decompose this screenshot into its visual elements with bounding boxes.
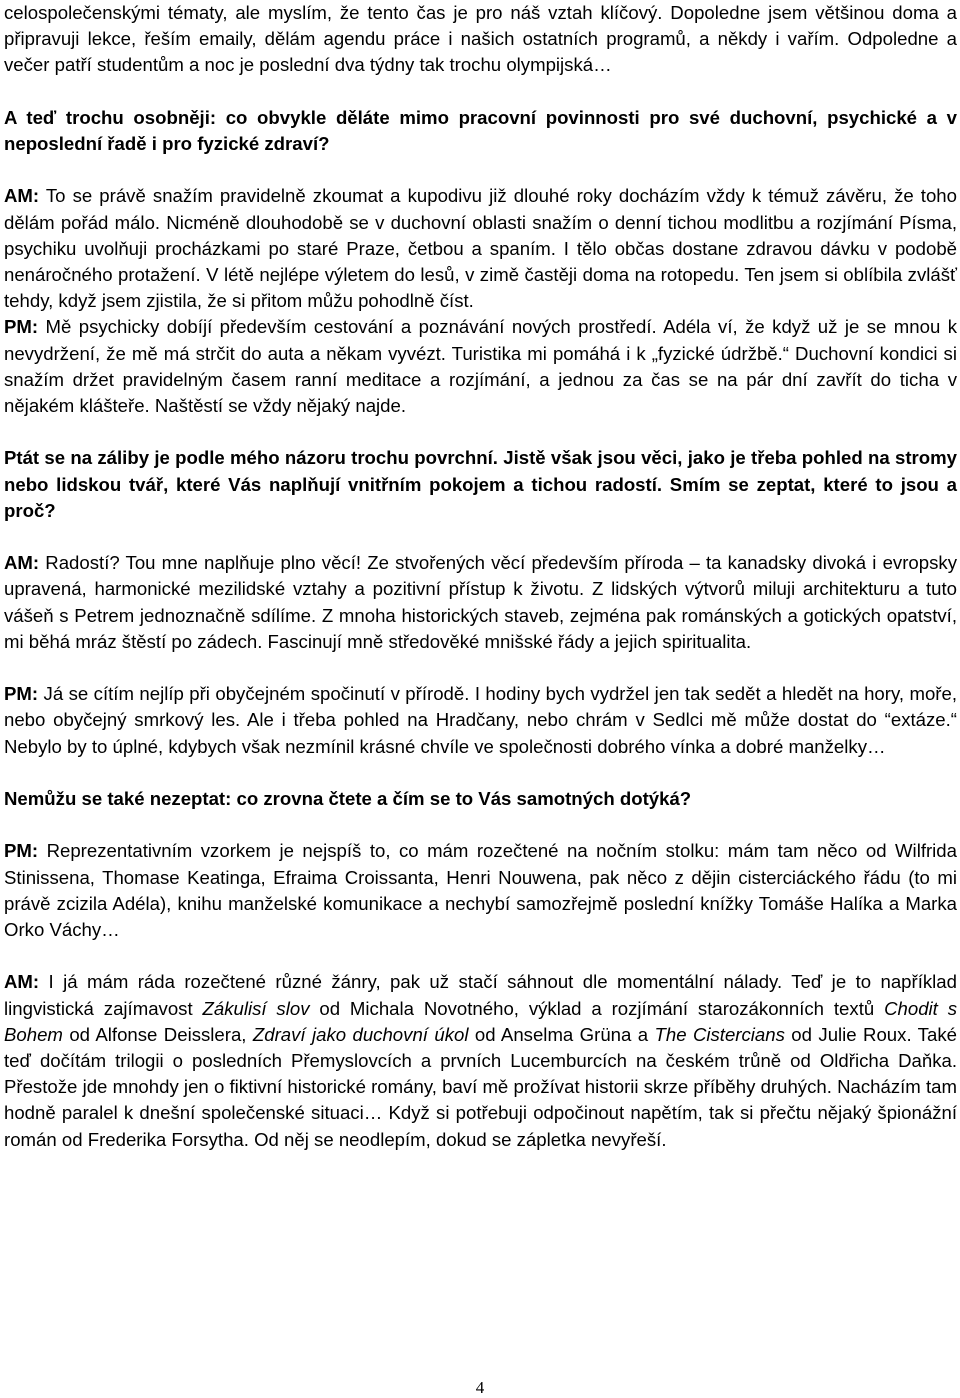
interview-question [4,786,957,812]
answer-text: od Anselma Grüna a [468,1023,655,1045]
interview-answer [4,183,957,314]
interview-answer [4,314,957,419]
answer-text: od Julie Roux. Také teď dočítám trilogii o posledních Přemyslovcích a prvních Lucemburcích na českém trůně od Oldřicha Daňka. Přestože jde mnohdy jen o fiktivní historické romány, baví mě prožívat historii skrze příběhy druhých. Nacházím tam hodně paralel k dnešní společenské situaci… Když si potřebuji odpočinout napětím, tak si přečtu nějaký špionážní román od Frederika Forsytha. Od něj se neodlepím, dokud se zápletka nevyřeší. [4,1023,957,1150]
page-number: 4 [475,1378,485,1397]
document-page [4,0,957,1153]
answer-text: Reprezentativním vzorkem je nejspíš to, co mám rozečtené na nočním stolku: mám tam něco od Wilfrida Stinissena, Thomase Keatinga, Efraima Croissanta, Henri Nouwena, pak něco z dějin cisterciáckého řádu (to mi právě zcizila Adéla), knihu manželské komunikace a nechybí samozřejmě poslední knížky Tomáše Halíka a Marka Orko Váchy… [4,840,957,940]
speaker-label: AM: [4,552,40,574]
question-text: A teď trochu osobněji: co obvykle děláte mimo pracovní povinnosti pro své duchovní, psychické a v neposlední řadě i pro fyzické zdraví? [4,106,957,154]
question-text: Nemůžu se také nezeptat: co zrovna čtete a čím se to Vás samotných dotýká? [4,788,692,809]
interview-answer [4,969,957,1152]
interview-answer [4,550,957,655]
question-text: Ptát se na záliby je podle mého názoru trochu povrchní. Jistě však jsou věci, jako je třeba pohled na stromy nebo lidskou tvář, které Vás naplňují vnitřním pokojem a tichou radostí. Smím se zeptat, které to jsou a proč? [4,447,957,521]
speaker-label: PM: [4,316,39,338]
answer-text: Radostí? Tou mne naplňuje plno věcí! Ze stvořených věcí především příroda – ta kanadsky divoká i evropsky upravená, harmonické mezilidské vztahy a pozitivní přístup k životu. Z lidských výtvorů miluji architekturu a tuto vášeň s Petrem jednoznačně sdílíme. Z mnoha historických staveb, zejména pak románských a gotických opatství, mi běhá mráz štěstí po zádech. Fascinují mně středověké mnišské řády a jejich spiritualita. [4,552,957,652]
speaker-label: AM: [4,971,40,993]
answer-text: To se právě snažím pravidelně zkoumat a kupodivu již dlouhé roky docházím vždy k témuž závěru, že toho dělám pořád málo. Nicméně dlouhodobě se v duchovní oblasti snažím o denní tichou modlitbu a rozjímání Písma, psychiku uvolňuji procházkami po staré Praze, četbou a spaním. I tělo občas dostane zdravou dávku v podobě nenáročného protažení. V létě nejlépe výletem do lesů, v zimě častěji doma na rotopedu. Ten jsem si oblíbila zvlášť tehdy, když jsem zjistila, že si přitom můžu pohodlně číst. [4,185,957,312]
interview-answer [4,681,957,760]
speaker-label: PM: [4,683,39,705]
interview-answer [4,838,957,943]
interview-question [4,445,957,524]
answer-text: Mě psychicky dobíjí především cestování a poznávání nových prostředí. Adéla ví, že když už je se mnou k nevydržení, že mě má strčit do auta a někam vyvézt. Turistika mi pomáhá i k „fyzické údržbě.“ Duchovní kondici si snažím držet pravidelným časem ranní meditace a rozjímání, a jednou za čas se na pár dní zavřít do ticha v nějakém klášteře. Naštěstí se vždy nějaký najde. [4,316,957,417]
speaker-label: AM: [4,185,40,207]
answer-text: I já mám ráda rozečtené různé žánry, pak už stačí sáhnout dle momentální nálady. Teď je to například lingvistická zajímavost [4,971,957,1019]
answer-text: Já se cítím nejlíp při obyčejném spočinutí v přírodě. I hodiny bych vydržel jen tak sedět a hledět na hory, moře, nebo obyčejný smrkový les. Ale i třeba pohled na Hradčany, nebo chrám v Sedlci mě může dostat do “extáze.“ Nebylo by to úplné, kdybych však nezmínil krásné chvíle ve společnosti dobrého vínka a dobré manželky… [4,683,957,757]
answer-text: celospolečenskými tématy, ale myslím, že tento čas je pro náš vztah klíčový. Dopoledne jsem většinou doma a připravuji lekce, řeším emaily, dělám agendu práce i našich ostatních programů, a někdy i vařím. Odpoledne a večer patří studentům a noc je poslední dva týdny tak trochu olympijská… [4,2,957,76]
book-title: The Cistercians [654,1023,785,1045]
interview-answer [4,0,957,79]
book-title: Chodit s Bohem [4,997,957,1045]
answer-text: od Michala Novotného, výklad a rozjímání starozákonních textů [309,997,885,1019]
document-body [4,0,957,1153]
interview-question [4,105,957,157]
book-title: Zákulisí slov [202,997,310,1019]
answer-text: od Alfonse Deisslera, [62,1023,253,1045]
speaker-label: PM: [4,840,39,862]
book-title: Zdraví jako duchovní úkol [252,1023,469,1045]
